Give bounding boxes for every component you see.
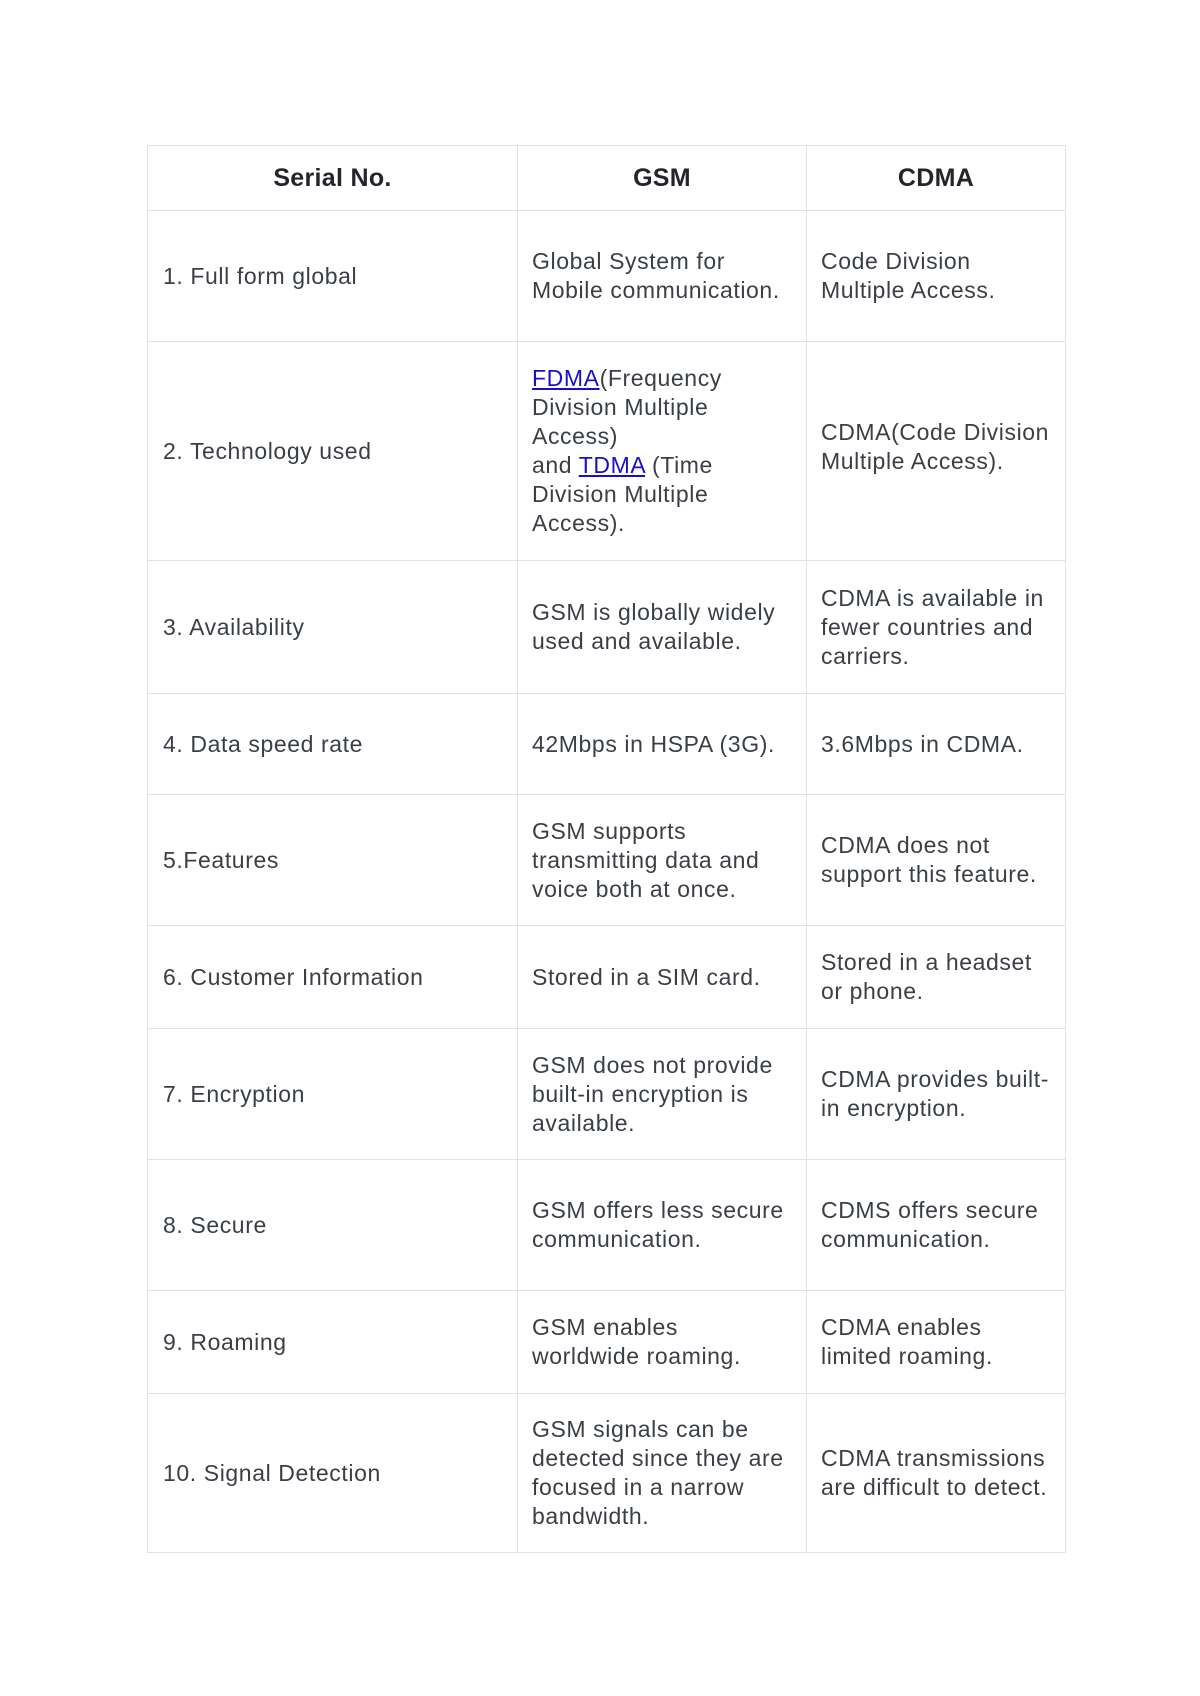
gsm-cell: Stored in a SIM card. xyxy=(518,926,807,1029)
cdma-cell: CDMA does not support this feature. xyxy=(807,795,1066,926)
table-row xyxy=(148,211,1066,342)
cdma-cell: CDMA transmissions are difficult to detect. xyxy=(807,1394,1066,1553)
fdma-link[interactable]: FDMA xyxy=(532,365,600,391)
cdma-tech-text: CDMA(Code Division Multiple Access). xyxy=(821,419,1050,474)
table-row xyxy=(148,795,1066,926)
document-page xyxy=(147,145,1065,1553)
gsm-cell: GSM is globally widely used and available. xyxy=(518,561,807,694)
table-row xyxy=(148,1029,1066,1160)
table-row xyxy=(148,694,1066,795)
cdma-cell: CDMA provides built-in encryption. xyxy=(807,1029,1066,1160)
table-row xyxy=(148,561,1066,694)
gsm-cell: GSM signals can be detected since they are focused in a narrow bandwidth. xyxy=(518,1394,807,1553)
gsm-cell: 42Mbps in HSPA (3G). xyxy=(518,694,807,795)
table-row xyxy=(148,926,1066,1029)
serial-cell: 2. Technology used xyxy=(148,342,518,561)
serial-cell: 10. Signal Detection xyxy=(148,1394,518,1553)
serial-cell: 8. Secure xyxy=(148,1160,518,1291)
gsm-tech-text: (Frequency Division Multiple Access) xyxy=(532,365,722,449)
serial-cell: 1. Full form global xyxy=(148,211,518,342)
cdma-cell: CDMS offers secure communication. xyxy=(807,1160,1066,1291)
cdma-cell xyxy=(807,342,1066,561)
cdma-cell: Stored in a headset or phone. xyxy=(807,926,1066,1029)
serial-cell: 9. Roaming xyxy=(148,1291,518,1394)
table-row xyxy=(148,1160,1066,1291)
table-row xyxy=(148,342,1066,561)
cdma-cell: CDMA is available in fewer countries and carriers. xyxy=(807,561,1066,694)
header-cdma: CDMA xyxy=(807,146,1066,211)
gsm-tech-text-2: (Time Division Multiple Access). xyxy=(532,452,713,536)
header-gsm: GSM xyxy=(518,146,807,211)
header-row xyxy=(148,146,1066,211)
gsm-cell: GSM supports transmitting data and voice both at once. xyxy=(518,795,807,926)
serial-cell: 5.Features xyxy=(148,795,518,926)
table-row xyxy=(148,1291,1066,1394)
gsm-tech-and: and xyxy=(532,452,579,478)
gsm-cell xyxy=(518,342,807,561)
cdma-cell: Code Division Multiple Access. xyxy=(807,211,1066,342)
gsm-cell: GSM offers less secure communication. xyxy=(518,1160,807,1291)
gsm-cell: Global System for Mobile communication. xyxy=(518,211,807,342)
serial-cell: 6. Customer Information xyxy=(148,926,518,1029)
cdma-cell: CDMA enables limited roaming. xyxy=(807,1291,1066,1394)
header-serial: Serial No. xyxy=(148,146,518,211)
cdma-cell: 3.6Mbps in CDMA. xyxy=(807,694,1066,795)
comparison-table xyxy=(147,145,1066,1553)
serial-cell: 7. Encryption xyxy=(148,1029,518,1160)
table-row xyxy=(148,1394,1066,1553)
gsm-cell: GSM enables worldwide roaming. xyxy=(518,1291,807,1394)
serial-cell: 4. Data speed rate xyxy=(148,694,518,795)
serial-cell: 3. Availability xyxy=(148,561,518,694)
tdma-link[interactable]: TDMA xyxy=(578,452,646,478)
gsm-cell: GSM does not provide built-in encryption is available. xyxy=(518,1029,807,1160)
